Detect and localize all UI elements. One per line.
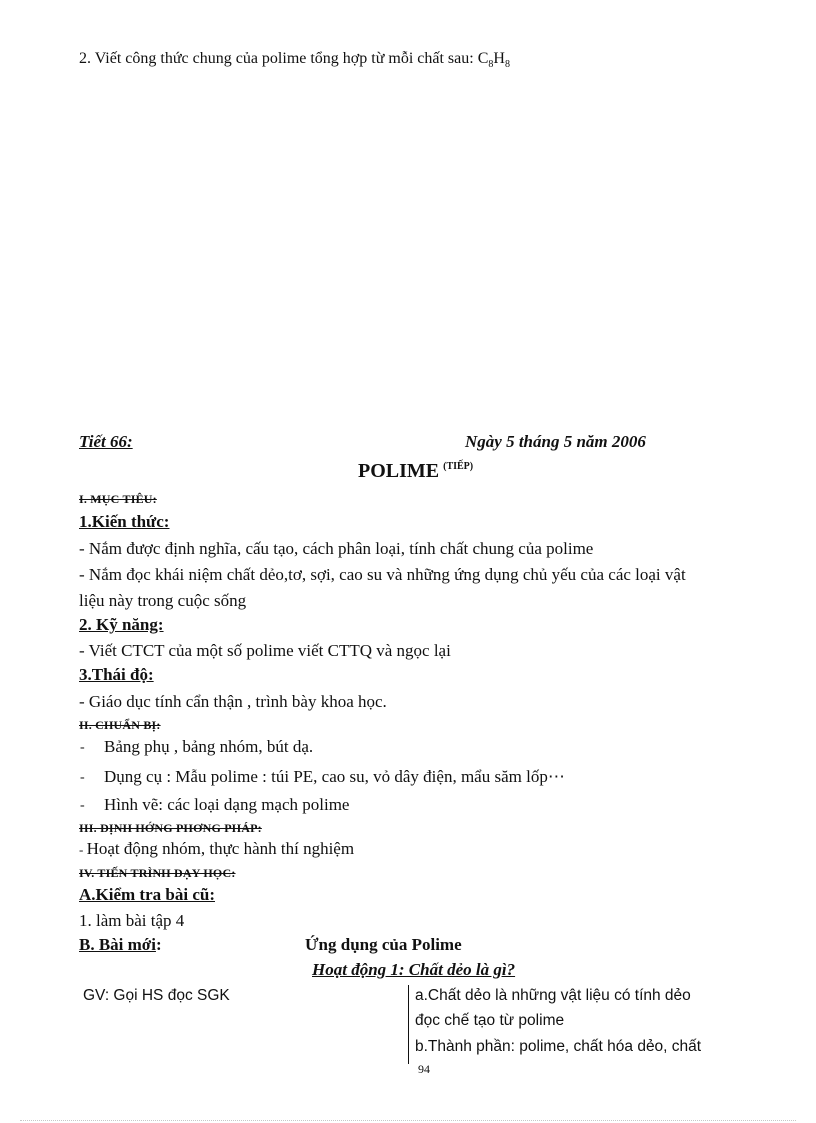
old-check-line-1: 1. làm bài tập 4 [79, 911, 185, 930]
knowledge-line-2: - Nắm đọc khái niệm chất dẻo,tơ, sợi, cao su và những ứng dụng chủ yếu của các loại vật [79, 565, 686, 584]
knowledge-heading: 1.Kiến thức: [79, 512, 170, 531]
formula-subscript-h: 8 [504, 59, 510, 71]
section-3-heading: III. ĐỊNH HỚNG PHƠNG PHÁP: [79, 821, 262, 835]
old-check-heading: A.Kiểm tra bài cũ: [79, 885, 215, 904]
method-line-1 [79, 839, 354, 859]
bullet-dash: - [80, 798, 85, 813]
new-lesson-colon: : [155, 935, 162, 954]
new-lesson-heading [79, 935, 162, 955]
title-superscript: (TIẾP) [443, 461, 474, 473]
question-2 [79, 50, 510, 70]
section-4-heading: IV. TIẾN TRÌNH DẠY HỌC: [79, 866, 236, 880]
method-text: Hoạt động nhóm, thực hành thí nghiệm [86, 839, 355, 858]
lesson-date: Ngày 5 tháng 5 năm 2006 [465, 432, 646, 451]
prep-item-3: Hình vẽ: các loại dạng mạch polime [104, 795, 350, 814]
knowledge-line-3: liệu này trong cuộc sống [79, 591, 247, 610]
page-number: 94 [418, 1062, 430, 1076]
page-title [358, 460, 473, 483]
student-answer-2: đọc chế tạo từ polime [415, 1012, 565, 1029]
prep-item-2: Dụng cụ : Mẫu polime : túi PE, cao su, vỏ dây điện, mẩu săm lốp⋯ [104, 767, 565, 786]
question-2-text: 2. Viết công thức chung của polime tổng hợp từ mỗi chất sau: C [79, 50, 489, 67]
new-lesson-topic: Ứng dụng của Polime [305, 935, 462, 954]
bullet-dash: - [80, 770, 85, 785]
bullet-dash: - [80, 740, 85, 755]
knowledge-line-1: - Nắm được định nghĩa, cấu tạo, cách phân loại, tính chất chung của polime [79, 539, 594, 558]
formula-h: H [493, 50, 505, 67]
skills-line-1: - Viết CTCT của một số polime viết CTTQ và ngọc lại [79, 641, 451, 660]
footer-divider [20, 1120, 796, 1121]
section-2-heading: II. CHUẨN BỊ: [79, 718, 161, 732]
activity-1-heading: Hoạt động 1: Chất dẻo là gì? [312, 960, 516, 979]
student-answer-1: a.Chất dẻo là những vật liệu có tính dẻo [415, 987, 691, 1004]
attitude-heading: 3.Thái độ: [79, 665, 154, 684]
title-main: POLIME [358, 460, 440, 482]
table-divider [408, 985, 409, 1064]
formula-subscript-c: 8 [488, 59, 494, 71]
bullet-dash: - [79, 842, 87, 857]
student-answer-3: b.Thành phần: polime, chất hóa dẻo, chất [415, 1038, 702, 1055]
new-lesson-label: B. Bài mới [79, 935, 156, 954]
lesson-period: Tiết 66: [79, 432, 133, 451]
attitude-line-1: - Giáo dục tính cẩn thận , trình bày khoa học. [79, 692, 387, 711]
skills-heading: 2. Kỹ năng: [79, 615, 164, 634]
teacher-instruction: GV: Gọi HS đọc SGK [83, 987, 230, 1004]
prep-item-1: Bảng phụ , bảng nhóm, bút dạ. [104, 737, 314, 756]
section-1-heading: I. MỤC TIÊU: [79, 492, 157, 506]
